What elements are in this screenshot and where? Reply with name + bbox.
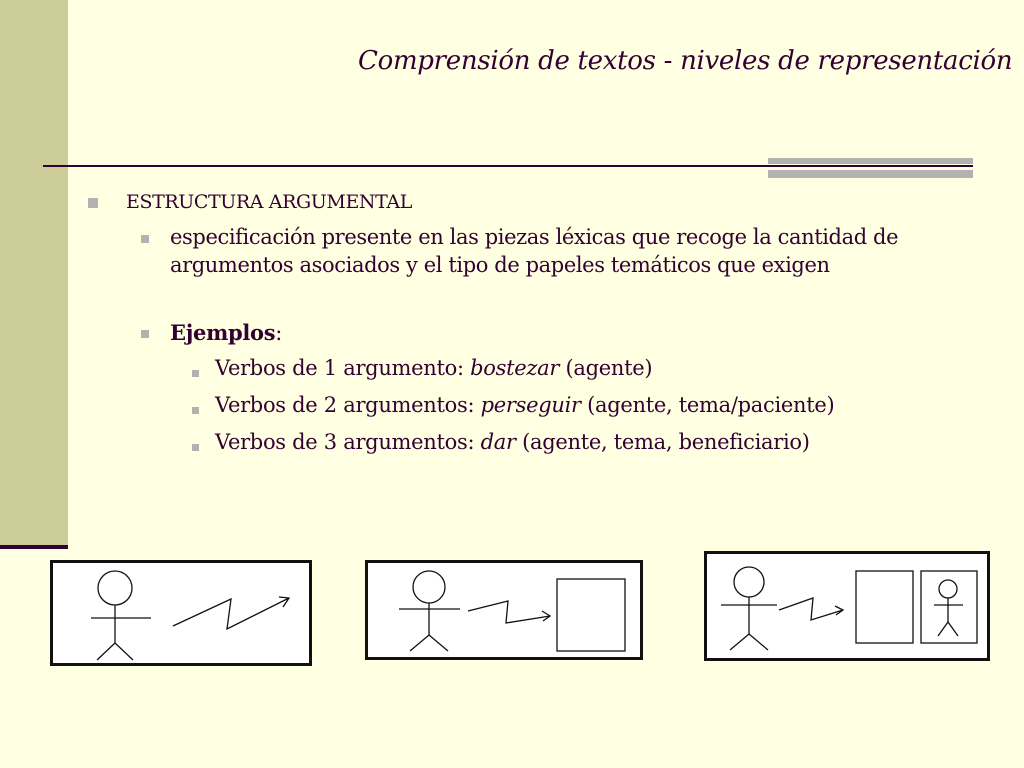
example-prefix: Verbos de 3 argumentos: (215, 430, 481, 454)
sidebar-underline (0, 545, 68, 549)
bullet-square-icon (192, 407, 199, 414)
examples-label (170, 320, 282, 345)
agent-right-leg (429, 635, 448, 651)
example-roles: (agente, tema/paciente) (580, 393, 835, 417)
title-rule-accent-bottom (768, 170, 973, 178)
title-rule (43, 165, 973, 167)
stick-figure-beneficiary-diagram (707, 554, 987, 658)
bullet-square-icon (88, 198, 98, 208)
slide-title: Comprensión de textos - niveles de representación (358, 46, 1013, 76)
figure-two-arguments (365, 560, 643, 660)
example-roles: (agente, tema, beneficiario) (515, 430, 810, 454)
figure-three-arguments (704, 551, 990, 661)
beneficiary-right-leg (948, 622, 958, 636)
agent-right-leg (115, 643, 133, 660)
agent-head-icon (734, 567, 764, 597)
definition-line-1: especificación presente en las piezas léxicas que recoge la cantidad de (170, 225, 899, 249)
example-verb: dar (480, 430, 516, 454)
action-zigzag-arrow-icon (468, 601, 550, 623)
theme-box-icon (856, 571, 913, 643)
example-verb: bostezar (470, 356, 560, 380)
agent-head-icon (98, 571, 132, 605)
agent-right-leg (749, 634, 768, 650)
theme-box-icon (557, 579, 625, 651)
bullet-square-icon (141, 235, 149, 243)
agent-head-icon (413, 571, 445, 603)
heading-estructura-argumental: ESTRUCTURA ARGUMENTAL (126, 191, 412, 213)
agent-left-leg (97, 643, 115, 660)
beneficiary-box-icon (921, 571, 977, 643)
title-rule-accent-top (768, 158, 973, 164)
example-prefix: Verbos de 1 argumento: (215, 356, 471, 380)
arrowhead-icon (835, 606, 843, 615)
action-zigzag-arrow-icon (173, 598, 289, 629)
beneficiary-left-leg (938, 622, 948, 636)
bullet-square-icon (192, 370, 199, 377)
bullet-square-icon (141, 330, 149, 338)
example-item (215, 393, 834, 417)
examples-label-text: Ejemplos (170, 320, 276, 345)
stick-figure-theme-diagram (368, 563, 640, 657)
examples-label-colon: : (275, 321, 283, 345)
example-roles: (agente) (559, 356, 653, 380)
example-prefix: Verbos de 2 argumentos: (215, 393, 481, 417)
bullet-square-icon (192, 444, 199, 451)
figure-one-argument (50, 560, 312, 666)
agent-left-leg (410, 635, 429, 651)
agent-left-leg (730, 634, 749, 650)
beneficiary-head-icon (939, 580, 957, 598)
example-item (215, 356, 652, 380)
action-zigzag-arrow-icon (779, 598, 843, 620)
stick-figure-action-diagram (53, 563, 309, 663)
example-item (215, 430, 810, 454)
example-verb: perseguir (480, 393, 581, 417)
sidebar-decoration (0, 0, 68, 545)
definition-line-2: argumentos asociados y el tipo de papeles temáticos que exigen (170, 253, 830, 277)
